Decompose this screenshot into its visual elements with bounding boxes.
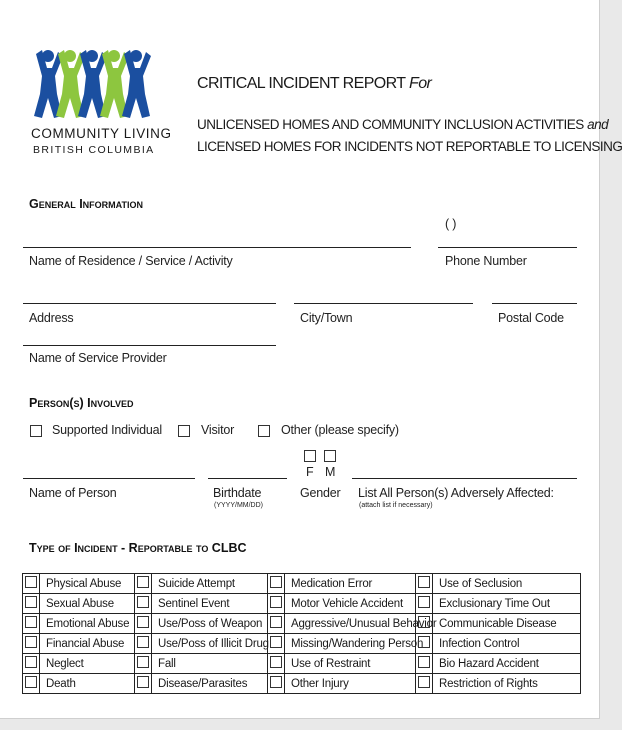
- incident-type-label: Sexual Abuse: [40, 594, 135, 614]
- incident-type-label: Financial Abuse: [40, 634, 135, 654]
- incident-checkbox[interactable]: [270, 636, 282, 648]
- incident-type-label: Emotional Abuse: [40, 614, 135, 634]
- incident-checkbox-cell[interactable]: [135, 634, 152, 654]
- incident-checkbox-cell[interactable]: [416, 574, 433, 594]
- incident-checkbox-cell[interactable]: [416, 634, 433, 654]
- incident-checkbox-cell[interactable]: [23, 614, 40, 634]
- phone-field[interactable]: [438, 247, 577, 248]
- birthdate-label: Birthdate: [213, 486, 262, 500]
- incident-checkbox[interactable]: [270, 616, 282, 628]
- incident-checkbox[interactable]: [25, 656, 37, 668]
- other-checkbox[interactable]: [258, 425, 270, 437]
- address-field[interactable]: [23, 303, 276, 304]
- city-label: City/Town: [300, 311, 353, 325]
- incident-checkbox[interactable]: [25, 596, 37, 608]
- incident-checkbox[interactable]: [418, 656, 430, 668]
- incident-type-label: Motor Vehicle Accident: [285, 594, 416, 614]
- incident-checkbox-cell[interactable]: [268, 594, 285, 614]
- incident-checkbox-cell[interactable]: [416, 614, 433, 634]
- incident-checkbox[interactable]: [418, 596, 430, 608]
- service-provider-label: Name of Service Provider: [29, 351, 167, 365]
- subtitle-line-2: LICENSED HOMES FOR INCIDENTS NOT REPORTABLE TO LICENSING: [197, 139, 622, 154]
- incident-type-label: Medication Error: [285, 574, 416, 594]
- address-label: Address: [29, 311, 74, 325]
- incident-checkbox-cell[interactable]: [135, 674, 152, 694]
- report-title: CRITICAL INCIDENT REPORT For: [197, 75, 432, 92]
- incident-type-label: Communicable Disease: [433, 614, 581, 634]
- incident-checkbox[interactable]: [25, 636, 37, 648]
- incident-checkbox[interactable]: [25, 576, 37, 588]
- persons-involved-heading: Person(s) Involved: [29, 396, 134, 410]
- gender-f-checkbox[interactable]: [304, 450, 316, 462]
- incident-checkbox[interactable]: [418, 676, 430, 688]
- incident-type-label: Fall: [152, 654, 268, 674]
- postal-code-field[interactable]: [492, 303, 577, 304]
- incident-type-label: Aggressive/Unusual Behavior: [285, 614, 416, 634]
- incident-checkbox-cell[interactable]: [268, 674, 285, 694]
- incident-checkbox-cell[interactable]: [135, 574, 152, 594]
- incident-type-label: Sentinel Event: [152, 594, 268, 614]
- visitor-checkbox[interactable]: [178, 425, 190, 437]
- incident-checkbox-cell[interactable]: [23, 634, 40, 654]
- affected-persons-label: List All Person(s) Adversely Affected:: [358, 486, 554, 500]
- gender-m-checkbox[interactable]: [324, 450, 336, 462]
- community-living-logo-icon: [36, 46, 160, 122]
- logo-line-2: BRITISH COLUMBIA: [33, 144, 155, 156]
- incident-checkbox-cell[interactable]: [23, 594, 40, 614]
- incident-type-label: Restriction of Rights: [433, 674, 581, 694]
- incident-checkbox[interactable]: [270, 656, 282, 668]
- table-row: [23, 594, 581, 614]
- incident-checkbox[interactable]: [137, 636, 149, 648]
- incident-type-label: Use of Restraint: [285, 654, 416, 674]
- person-name-label: Name of Person: [29, 486, 117, 500]
- postal-code-label: Postal Code: [498, 311, 564, 325]
- incident-checkbox-cell[interactable]: [268, 654, 285, 674]
- birthdate-format: (YYYY/MM/DD): [214, 502, 263, 509]
- incident-type-label: Use/Poss of Illicit Drug: [152, 634, 268, 654]
- incident-type-label: Neglect: [40, 654, 135, 674]
- birthdate-field[interactable]: [208, 478, 287, 479]
- table-row: [23, 634, 581, 654]
- logo-line-1: COMMUNITY LIVING: [31, 126, 172, 141]
- supported-individual-checkbox[interactable]: [30, 425, 42, 437]
- incident-checkbox[interactable]: [418, 616, 430, 628]
- person-name-field[interactable]: [23, 478, 195, 479]
- incident-checkbox[interactable]: [270, 576, 282, 588]
- supported-individual-label: Supported Individual: [52, 423, 162, 437]
- city-field[interactable]: [294, 303, 473, 304]
- incident-checkbox-cell[interactable]: [135, 594, 152, 614]
- residence-label: Name of Residence / Service / Activity: [29, 254, 233, 268]
- affected-persons-field[interactable]: [352, 478, 577, 479]
- incident-checkbox[interactable]: [137, 656, 149, 668]
- visitor-label: Visitor: [201, 423, 235, 437]
- table-row: [23, 654, 581, 674]
- other-label: Other (please specify): [281, 423, 399, 437]
- incident-type-label: Exclusionary Time Out: [433, 594, 581, 614]
- table-row: [23, 674, 581, 694]
- incident-checkbox[interactable]: [418, 576, 430, 588]
- phone-label: Phone Number: [445, 254, 527, 268]
- phone-area-code-parens: ( ): [445, 217, 457, 231]
- incident-type-label: Use/Poss of Weapon: [152, 614, 268, 634]
- incident-checkbox-cell[interactable]: [268, 634, 285, 654]
- incident-checkbox-cell[interactable]: [268, 574, 285, 594]
- logo-figure: [122, 50, 151, 118]
- incident-checkbox[interactable]: [137, 616, 149, 628]
- incident-checkbox[interactable]: [270, 596, 282, 608]
- incident-checkbox-cell[interactable]: [416, 654, 433, 674]
- incident-checkbox-cell[interactable]: [23, 654, 40, 674]
- incident-checkbox-cell[interactable]: [416, 674, 433, 694]
- incident-type-label: Infection Control: [433, 634, 581, 654]
- table-row: [23, 574, 581, 594]
- incident-type-label: Disease/Parasites: [152, 674, 268, 694]
- gender-label: Gender: [300, 486, 341, 500]
- incident-type-heading: Type of Incident - Reportable to CLBC: [29, 541, 247, 555]
- residence-field[interactable]: [23, 247, 411, 248]
- incident-checkbox[interactable]: [25, 676, 37, 688]
- incident-checkbox-cell[interactable]: [416, 594, 433, 614]
- incident-checkbox-cell[interactable]: [23, 674, 40, 694]
- subtitle-line-1: UNLICENSED HOMES AND COMMUNITY INCLUSION ACTIVITIES and: [197, 117, 609, 132]
- incident-checkbox[interactable]: [270, 676, 282, 688]
- affected-persons-note: (attach list if necessary): [359, 502, 433, 509]
- incident-checkbox-cell[interactable]: [268, 614, 285, 634]
- incident-checkbox[interactable]: [137, 576, 149, 588]
- incident-type-label: Use of Seclusion: [433, 574, 581, 594]
- incident-type-table: [22, 573, 581, 694]
- general-information-heading: General Information: [29, 197, 143, 211]
- incident-type-label: Physical Abuse: [40, 574, 135, 594]
- table-row: [23, 614, 581, 634]
- incident-type-label: Missing/Wandering Person: [285, 634, 416, 654]
- gender-f-label: F: [306, 465, 314, 479]
- incident-checkbox[interactable]: [418, 636, 430, 648]
- incident-checkbox[interactable]: [137, 596, 149, 608]
- service-provider-field[interactable]: [23, 345, 276, 346]
- incident-checkbox-cell[interactable]: [23, 574, 40, 594]
- incident-type-label: Suicide Attempt: [152, 574, 268, 594]
- incident-type-label: Bio Hazard Accident: [433, 654, 581, 674]
- incident-type-label: Other Injury: [285, 674, 416, 694]
- incident-checkbox-cell[interactable]: [135, 654, 152, 674]
- incident-type-label: Death: [40, 674, 135, 694]
- incident-checkbox[interactable]: [137, 676, 149, 688]
- incident-checkbox[interactable]: [25, 616, 37, 628]
- gender-m-label: M: [325, 465, 336, 479]
- incident-checkbox-cell[interactable]: [135, 614, 152, 634]
